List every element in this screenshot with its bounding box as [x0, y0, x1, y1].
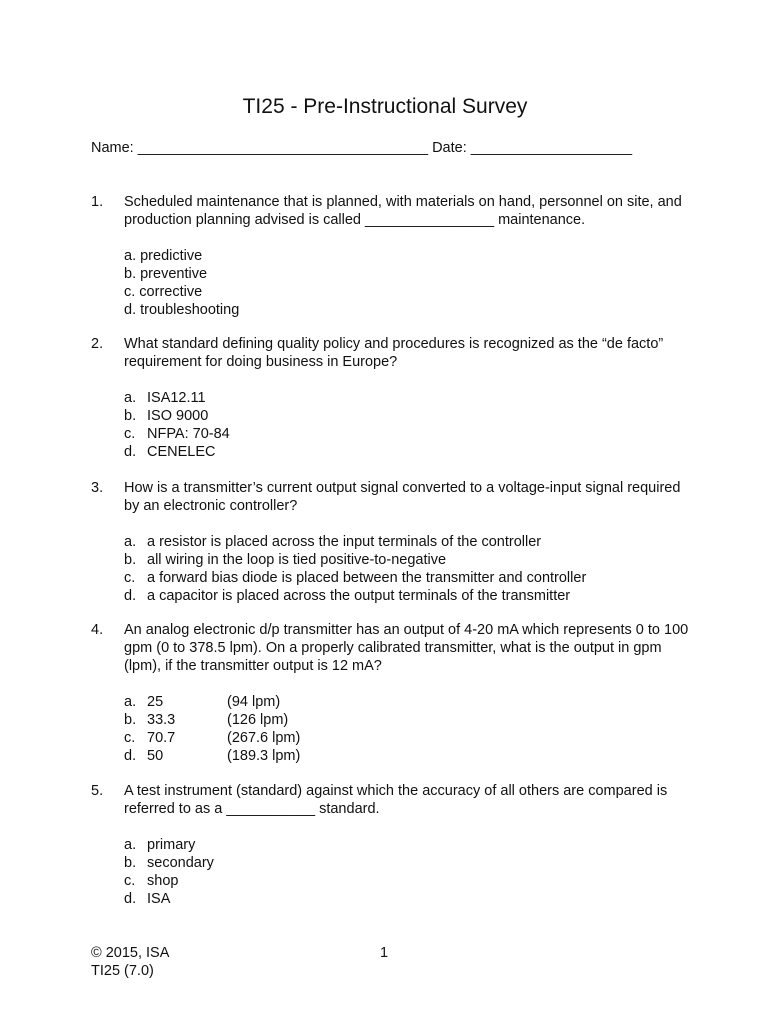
answer-option-b: b. 33.3 (126 lpm) [124, 712, 289, 728]
footer [91, 944, 169, 980]
answer-option-c: c. a forward bias diode is placed between the transmitter and controller [124, 570, 587, 586]
copyright-text: © 2015, ISA [91, 945, 170, 961]
answer-option-d: d. troubleshooting [124, 302, 240, 318]
answer-option-c: c. 70.7 (267.6 lpm) [124, 730, 301, 746]
answer-option-d: d. a capacitor is placed across the output terminals of the transmitter [124, 588, 571, 604]
answer-options [124, 247, 691, 319]
answer-option-c: c. NFPA: 70-84 [124, 426, 230, 442]
answer-option-a: a. predictive [124, 248, 203, 264]
answer-option-b: b. secondary [124, 855, 214, 871]
document-code: TI25 (7.0) [91, 963, 154, 979]
question-2 [91, 335, 691, 461]
answer-option-a: a. 25 (94 lpm) [124, 694, 281, 710]
question-number: 3. [91, 480, 104, 496]
answer-option-a: a. ISA12.11 [124, 390, 206, 406]
page-number: 1 [380, 945, 389, 961]
question-1 [91, 193, 691, 319]
question-3 [91, 479, 691, 605]
question-number: 5. [91, 783, 104, 799]
answer-option-a: a. primary [124, 837, 196, 853]
answer-option-d: d. ISA [124, 891, 171, 907]
question-text: How is a transmitter’s current output signal converted to a voltage-input signal required by an electronic controller? [124, 480, 681, 514]
answer-option-c: c. shop [124, 873, 179, 889]
answer-option-c: c. corrective [124, 284, 203, 300]
answer-options [124, 836, 691, 908]
answer-option-d: d. CENELEC [124, 444, 216, 460]
name-date-line: Name: ____________________________________ Date: ____________________ [91, 140, 633, 156]
question-5 [91, 782, 691, 908]
answer-option-b: b. ISO 9000 [124, 408, 209, 424]
question-number: 4. [91, 622, 104, 638]
answer-option-b: b. all wiring in the loop is tied positive-to-negative [124, 552, 447, 568]
answer-options [124, 693, 691, 765]
question-number: 2. [91, 336, 104, 352]
answer-option-a: a. a resistor is placed across the input terminals of the controller [124, 534, 542, 550]
page-title: TI25 - Pre-Instructional Survey [242, 95, 528, 118]
question-text: What standard defining quality policy and procedures is recognized as the “de facto” requirement for doing business in Europe? [124, 336, 664, 370]
answer-options [124, 389, 691, 461]
question-number: 1. [91, 194, 104, 210]
question-4 [91, 621, 691, 765]
answer-option-d: d. 50 (189.3 lpm) [124, 748, 301, 764]
question-text: An analog electronic d/p transmitter has an output of 4-20 mA which represents 0 to 100 gpm (0 to 378.5 lpm). On a properly calibrated transmitter, what is the output in gpm (lpm), if the transmitter output is 12 mA? [124, 622, 689, 674]
answer-options [124, 533, 691, 605]
question-text: Scheduled maintenance that is planned, with materials on hand, personnel on site, and production planning advised is called ________________ maintenance. [124, 194, 682, 228]
answer-option-b: b. preventive [124, 266, 208, 282]
question-text: A test instrument (standard) against which the accuracy of all others are compared is referred to as a ___________ standard. [124, 783, 668, 817]
